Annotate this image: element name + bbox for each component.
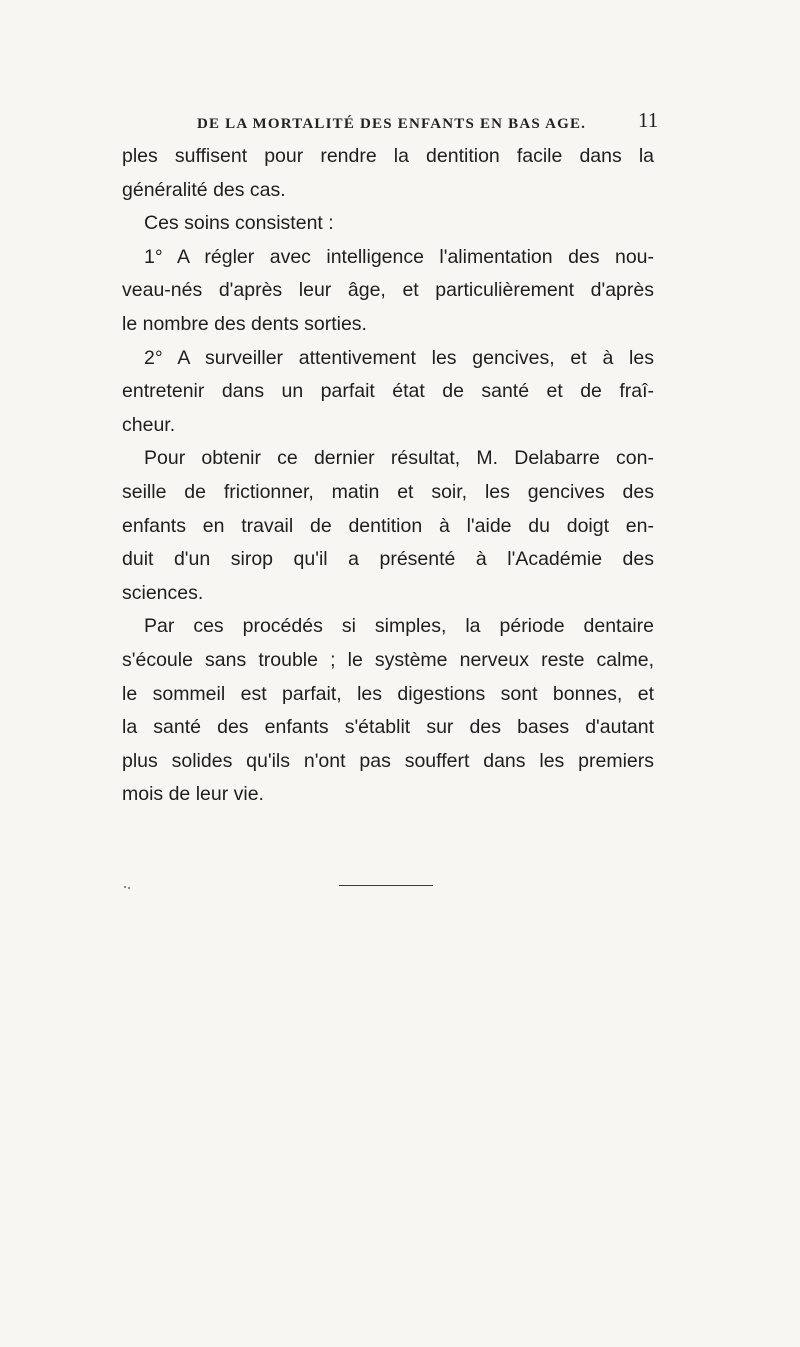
- text-line: 1° A régler avec intelligence l'alimentation des nou-: [144, 245, 654, 268]
- text-line: sciences.: [122, 581, 204, 604]
- text-line: seille de frictionner, matin et soir, les gencives des: [122, 480, 654, 503]
- text-line: Par ces procédés si simples, la période dentaire: [144, 615, 654, 638]
- body-text: [122, 140, 654, 812]
- text-line: généralité des cas.: [122, 178, 286, 201]
- text-line: duit d'un sirop qu'il a présenté à l'Académie des: [122, 548, 654, 571]
- text-line: la santé des enfants s'établit sur des bases d'autant: [122, 716, 654, 739]
- text-line: plus solides qu'ils n'ont pas souffert dans les premiers: [122, 749, 654, 772]
- ink-speck: [124, 886, 126, 888]
- end-rule: [339, 885, 433, 886]
- text-line: mois de leur vie.: [122, 783, 264, 806]
- text-line: ples suffisent pour rendre la dentition facile dans la: [122, 145, 654, 167]
- text-line: Ces soins consistent :: [144, 212, 334, 235]
- text-line: entretenir dans un parfait état de santé et de fraî-: [122, 380, 654, 403]
- text-line: le sommeil est parfait, les digestions sont bonnes, et: [122, 682, 654, 705]
- text-line: 2° A surveiller attentivement les gencives, et à les: [144, 346, 654, 369]
- ink-speck: [128, 887, 130, 889]
- text-line: Pour obtenir ce dernier résultat, M. Delabarre con-: [144, 447, 654, 470]
- text-line: le nombre des dents sorties.: [122, 312, 367, 335]
- text-line: cheur.: [122, 413, 176, 436]
- text-line: enfants en travail de dentition à l'aide du doigt en-: [122, 514, 654, 537]
- text-line: veau-nés d'après leur âge, et particulièrement d'après: [122, 279, 654, 302]
- running-title: DE LA MORTALITÉ DES ENFANTS EN BAS AGE.: [197, 116, 587, 132]
- page-number: 11: [638, 108, 659, 132]
- text-line: s'écoule sans trouble ; le système nerveux reste calme,: [122, 648, 654, 671]
